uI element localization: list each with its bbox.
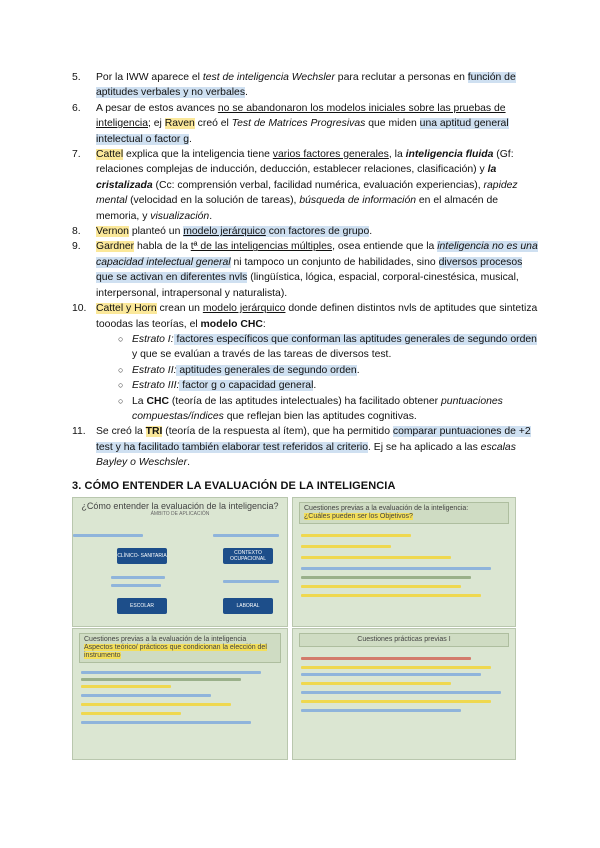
text: . bbox=[313, 380, 317, 392]
slide-text-line bbox=[301, 585, 461, 588]
text: A pesar de estos avances bbox=[96, 102, 218, 114]
slide-title: Cuestiones previas a la evaluación de la inteligencia: bbox=[304, 505, 469, 512]
text: : bbox=[262, 318, 266, 330]
sub-item-estrato-3 bbox=[118, 378, 542, 393]
text-italic: puntuaciones compuestas/índices bbox=[132, 395, 503, 422]
slide-text-line bbox=[73, 534, 143, 537]
sub-list bbox=[96, 332, 542, 424]
text: habla de la bbox=[134, 241, 191, 253]
list-item-7 bbox=[72, 147, 542, 224]
text-italic: Estrato II: bbox=[132, 364, 177, 376]
sub-item-chc bbox=[118, 394, 542, 425]
slide-header-box bbox=[299, 633, 509, 647]
text: (lingüística, lógica, espacial, corporal-cinestésica, musical, interpersonal, intrapersonal y naturalista). bbox=[96, 272, 519, 299]
item-number: 10. bbox=[72, 303, 87, 315]
box-contexto-ocupacional: CONTEXTO OCUPACIONAL bbox=[223, 548, 273, 564]
slide-text-line bbox=[111, 576, 165, 579]
slide-text-line bbox=[81, 712, 181, 715]
slide-text-line bbox=[301, 700, 491, 703]
text: planteó un bbox=[128, 226, 184, 238]
item-number: 8. bbox=[72, 226, 81, 238]
text: . bbox=[209, 210, 213, 222]
box-laboral: LABORAL bbox=[223, 598, 273, 614]
list-item-11 bbox=[72, 424, 542, 470]
text-italic: visualización bbox=[150, 210, 210, 222]
text-underline: tª de las inteligencias múltiples bbox=[190, 241, 333, 253]
slide-text-line bbox=[81, 671, 261, 674]
section-heading: 3. CÓMO ENTENDER LA EVALUACIÓN DE LA INTELIGENCIA bbox=[72, 480, 396, 492]
highlight-yellow-bold: TRI bbox=[145, 426, 163, 438]
slide-text-line bbox=[81, 703, 231, 706]
text: , la bbox=[388, 149, 406, 161]
slide-header-box bbox=[299, 502, 509, 524]
text: creó el bbox=[194, 118, 232, 130]
text: (Gf: relaciones complejas de inducción, deducción, establecer relaciones, clasificación) y bbox=[96, 149, 514, 176]
highlight-blue: aptitudes generales de segundo orden bbox=[176, 364, 357, 376]
slide-text-line bbox=[81, 678, 241, 681]
text-italic: test de inteligencia Wechsler bbox=[202, 72, 335, 83]
text-underline: varios factores generales bbox=[272, 149, 389, 161]
highlight-blue: comparar puntuaciones de +2 test y ha facilitado también elaborar test referidos al criterio bbox=[96, 426, 531, 453]
text-italic: rapidez mental bbox=[96, 179, 518, 207]
text-bold-italic: la cristalizada bbox=[96, 164, 497, 191]
highlight-blue: con factores de grupo bbox=[265, 226, 370, 238]
text-italic: Test de Matrices Progresivas bbox=[231, 118, 366, 130]
text: . bbox=[245, 87, 248, 99]
sub-item-estrato-2 bbox=[118, 363, 542, 378]
text-bold: CHC bbox=[146, 395, 169, 407]
bullet-icon: ○ bbox=[118, 395, 124, 406]
slide-ambito-aplicacion bbox=[72, 497, 288, 627]
box-escolar: ESCOLAR bbox=[117, 598, 167, 614]
text-italic: escalas Bayley o Weschsler bbox=[96, 441, 516, 469]
slide-title: Cuestiones prácticas previas I bbox=[357, 636, 451, 643]
slide-aspectos-teoricos bbox=[72, 628, 288, 760]
highlight-yellow: Gardner bbox=[96, 241, 135, 253]
list-item-10 bbox=[72, 301, 542, 424]
item-number: 5. bbox=[72, 72, 81, 83]
text: ni tampoco un conjunto de habilidades, sino bbox=[230, 256, 439, 268]
text-italic: Estrato III: bbox=[132, 380, 180, 392]
item-number: 6. bbox=[72, 102, 81, 114]
text: donde definen distintos nvls de aptitudes que sintetiza tooodas las teorías, el bbox=[96, 303, 538, 330]
slide-highlight: ¿Cuáles pueden ser los Objetivos? bbox=[304, 513, 413, 520]
slide-cuestiones-practicas bbox=[292, 628, 516, 760]
text: Se creó la bbox=[96, 426, 146, 438]
slide-text-line bbox=[301, 534, 411, 537]
text-underline: no se abandonaron los modelos iniciales sobre las pruebas de inteligencia bbox=[96, 102, 506, 130]
list-item-6 bbox=[72, 101, 542, 147]
slide-objetivos bbox=[292, 497, 516, 627]
slide-text-line bbox=[81, 721, 251, 724]
text-bold-italic: inteligencia fluida bbox=[405, 149, 494, 161]
bullet-icon: ○ bbox=[118, 364, 124, 375]
highlight-yellow: Cattel y Horn bbox=[96, 303, 157, 315]
highlight-blue: diversos procesos que se activan en diferentes nvls bbox=[96, 256, 523, 284]
text: . bbox=[356, 364, 360, 376]
text: (Cc: comprensión verbal, facilidad numérica, evaluación experiencias), bbox=[152, 179, 484, 191]
highlight-yellow: Cattel bbox=[96, 149, 124, 161]
numbered-list bbox=[72, 70, 542, 471]
text: en el almacén de memoria, y bbox=[96, 195, 499, 222]
slide-header-box bbox=[79, 633, 281, 663]
text-bold: modelo CHC bbox=[200, 318, 263, 330]
slide-text-line bbox=[81, 694, 211, 697]
slide-text-line bbox=[223, 580, 279, 583]
text: explica que la inteligencia tiene bbox=[123, 149, 273, 161]
slide-text-line bbox=[301, 556, 451, 559]
slide-title: ¿Cómo entender la evaluación de la inteligencia? bbox=[81, 501, 279, 511]
text: . bbox=[189, 133, 192, 145]
text: (teoría de la respuesta al ítem), que ha permitido bbox=[162, 426, 393, 438]
list-item-8 bbox=[72, 224, 542, 239]
highlight-blue-italic: inteligencia no es una capacidad intelectual general bbox=[96, 241, 538, 268]
slide-text-line bbox=[213, 534, 279, 537]
item-number: 11. bbox=[72, 426, 86, 438]
text-italic: Estrato I: bbox=[132, 333, 174, 345]
list-item-9 bbox=[72, 239, 542, 301]
text: La bbox=[132, 395, 147, 407]
slide-text-line bbox=[301, 709, 461, 712]
text-italic: búsqueda de información bbox=[299, 195, 416, 207]
text: , osea entiende que la bbox=[332, 241, 438, 253]
highlight-yellow: Vernon bbox=[96, 226, 129, 238]
text: (velocidad en la solución de tareas), bbox=[127, 195, 300, 207]
slide-title: Cuestiones previas a la evaluación de la inteligencia bbox=[84, 636, 247, 643]
slide-text-line bbox=[81, 685, 171, 688]
text: . bbox=[187, 457, 190, 469]
bullet-icon: ○ bbox=[118, 380, 124, 391]
text: crean un bbox=[156, 303, 203, 315]
text: que miden bbox=[365, 118, 420, 130]
text: ; ej bbox=[148, 118, 165, 130]
slide-highlight: Aspectos teórico/ prácticos que condicionan la elección del instrumento bbox=[84, 644, 267, 659]
slide-text-line bbox=[301, 594, 481, 597]
text: (teoría de las aptitudes intelectuales) ha facilitado obtener bbox=[168, 395, 442, 407]
slide-text-line bbox=[301, 691, 501, 694]
text-underline: modelo jerárquico bbox=[183, 226, 266, 238]
highlight-blue: factor g o capacidad general bbox=[179, 380, 314, 392]
slide-text-line bbox=[301, 673, 481, 676]
text: que reflejan bien las aptitudes cognitivas. bbox=[223, 410, 417, 422]
text: Por la IWW aparece el bbox=[96, 72, 203, 83]
item-number: 9. bbox=[72, 241, 81, 253]
list-item-5 bbox=[72, 70, 542, 101]
highlight-blue: una aptitud general intelectual o factor g bbox=[96, 118, 509, 145]
text: para reclutar a personas en bbox=[334, 72, 468, 83]
slide-text-line bbox=[301, 567, 491, 570]
text-underline: modelo jerárquico bbox=[202, 303, 286, 315]
sub-item-estrato-1 bbox=[118, 332, 542, 363]
bullet-icon: ○ bbox=[118, 333, 124, 344]
highlight-blue: función de aptitudes verbales y no verbales bbox=[96, 72, 516, 99]
slide-text-line bbox=[301, 666, 491, 669]
slide-text-line bbox=[301, 682, 451, 685]
slide-text-line bbox=[301, 657, 471, 660]
text: . bbox=[369, 226, 373, 238]
highlight-blue: factores específicos que conforman las aptitudes generales de segundo orden bbox=[173, 333, 537, 345]
slide-subtitle: ÁMBITO DE APLICACIÓN bbox=[150, 511, 210, 517]
slide-text-line bbox=[301, 545, 391, 548]
text: y que se evalúan a través de las tareas de diversos test. bbox=[132, 349, 392, 361]
highlight-yellow: Raven bbox=[164, 118, 195, 130]
item-number: 7. bbox=[72, 149, 81, 161]
box-clinico-sanitaria: CLÍNICO- SANITARIA bbox=[117, 548, 167, 564]
text: . Ej se ha aplicado a las bbox=[368, 441, 481, 453]
slide-text-line bbox=[301, 576, 471, 579]
slide-text-line bbox=[111, 584, 161, 587]
